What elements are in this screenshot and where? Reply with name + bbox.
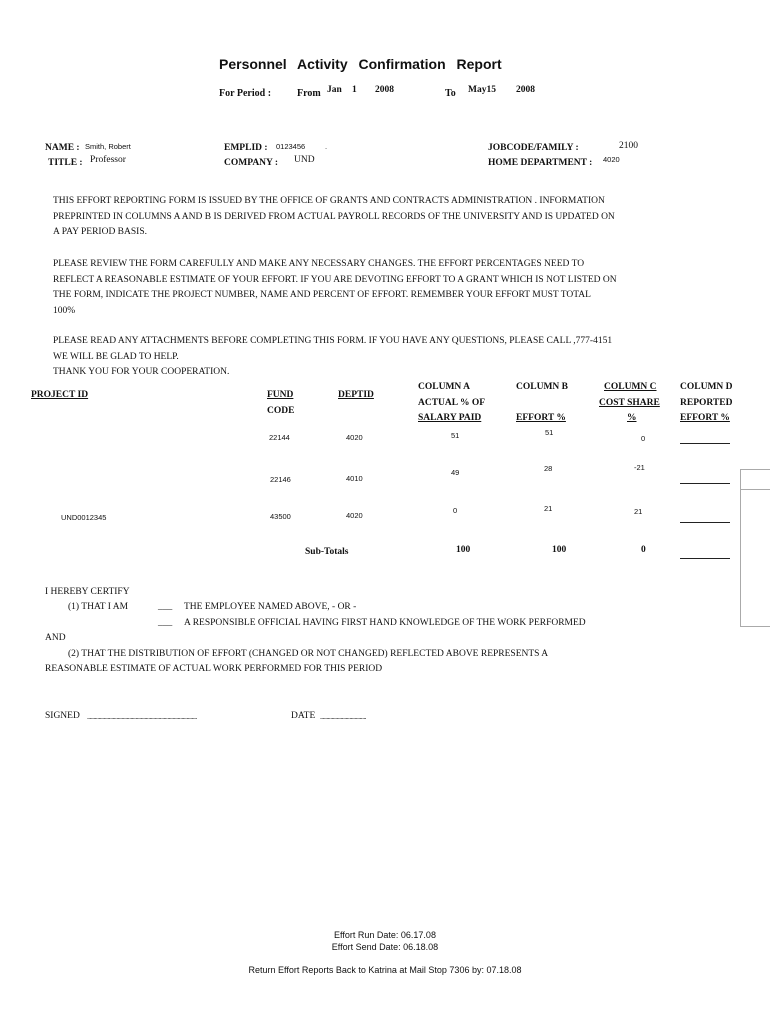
effort-run-date: Effort Run Date: 06.17.08	[334, 930, 436, 940]
side-frame	[740, 469, 770, 627]
company-label: COMPANY :	[224, 158, 279, 168]
header-col-b-1: COLUMN B	[516, 382, 568, 392]
row1-col-a: 51	[451, 431, 460, 440]
paragraph-line: PREPRINTED IN COLUMNS A AND B IS DERIVED FROM ACTUAL PAYROLL RECORDS OF THE UNIVERSITY AND IS UPDATED ON	[53, 211, 615, 222]
from-day: 1	[352, 85, 357, 95]
row3-fund: 43500	[270, 512, 291, 521]
paragraph-line: WE WILL BE GLAD TO HELP.	[53, 351, 179, 362]
company-value: UND	[294, 155, 315, 165]
row2-col-b: 28	[544, 464, 553, 473]
emplid-label: EMPLID :	[224, 143, 268, 153]
effort-send-date: Effort Send Date: 06.18.08	[331, 942, 439, 952]
side-frame-divider	[740, 489, 770, 490]
home-dept-value: 4020	[603, 155, 620, 164]
certify-that-i-am: (1) THAT I AM	[68, 602, 129, 612]
subtotals-label: Sub-Totals	[305, 547, 349, 557]
row2-dept: 4010	[346, 474, 363, 483]
row2-col-a: 49	[451, 468, 460, 477]
name-label: NAME :	[45, 143, 80, 153]
paragraph-line: 100%	[53, 305, 76, 316]
header-deptid: DEPTID	[338, 390, 374, 400]
paragraph-line: THIS EFFORT REPORTING FORM IS ISSUED BY THE OFFICE OF GRANTS AND CONTRACTS ADMINISTRATION . INFORMATION	[53, 196, 605, 206]
paragraph-line: THE FORM, INDICATE THE PROJECT NUMBER, NAME AND PERCENT OF EFFORT. REMEMBER YOUR EFFORT MUST TOTAL	[53, 290, 591, 300]
row2-fund: 22146	[270, 475, 291, 484]
signed-label: SIGNED	[45, 711, 80, 721]
row3-col-a: 0	[453, 506, 458, 515]
paragraph-line: REFLECT A REASONABLE ESTIMATE OF YOUR EFFORT. IF YOU ARE DEVOTING EFFORT TO A GRANT WHICH IS NOT LISTED ON	[53, 274, 617, 285]
paragraph-line: PLEASE REVIEW THE FORM CAREFULLY AND MAKE ANY NECESSARY CHANGES. THE EFFORT PERCENTAGES NEED TO	[53, 259, 585, 269]
emplid-dot: .	[325, 142, 328, 151]
paragraph-line: A PAY PERIOD BASIS.	[53, 227, 147, 237]
row3-project-id: UND0012345	[61, 513, 107, 522]
certify-distribution: (2) THAT THE DISTRIBUTION OF EFFORT (CHANGED OR NOT CHANGED) REFLECTED ABOVE REPRESENTS A	[68, 649, 549, 659]
row2-col-d-input[interactable]	[680, 473, 730, 484]
certify-and: AND	[45, 633, 66, 643]
from-label: From	[297, 88, 321, 99]
certify-reasonable: REASONABLE ESTIMATE OF ACTUAL WORK PERFORMED FOR THIS PERIOD	[45, 664, 383, 674]
info-paragraph-1	[53, 194, 615, 241]
certify-heading: I HEREBY CERTIFY	[45, 587, 130, 597]
return-instructions: Return Effort Reports Back to Katrina at Mail Stop 7306 by: 07.18.08	[248, 965, 522, 975]
header-col-a-1: COLUMN A	[418, 382, 470, 392]
to-label: To	[445, 88, 456, 99]
header-col-c-2: COST SHARE	[599, 398, 660, 408]
header-col-d-1: COLUMN D	[680, 382, 733, 392]
date-field[interactable]: ....................................	[320, 712, 366, 721]
jobcode-value: 2100	[619, 141, 638, 151]
jobcode-label: JOBCODE/FAMILY :	[488, 143, 579, 153]
subtotal-col-a: 100	[456, 545, 471, 555]
from-month: Jan	[327, 85, 342, 95]
option-employee-checkbox[interactable]: ___	[158, 602, 173, 612]
paragraph-line: PLEASE READ ANY ATTACHMENTS BEFORE COMPLETING THIS FORM. IF YOU HAVE ANY QUESTIONS, PLEASE CALL ,777-4151	[53, 336, 613, 346]
header-col-d-2: REPORTED	[680, 398, 733, 408]
row1-col-d-input[interactable]	[680, 433, 730, 444]
row3-col-b: 21	[544, 504, 553, 513]
date-label: DATE	[291, 711, 316, 721]
option-employee-label: THE EMPLOYEE NAMED ABOVE, - OR -	[184, 602, 357, 612]
for-period-label: For Period :	[219, 88, 272, 99]
home-dept-label: HOME DEPARTMENT :	[488, 158, 593, 168]
report-title: Personnel Activity Confirmation Report	[219, 56, 502, 72]
header-code: CODE	[267, 406, 295, 416]
paragraph-line: THANK YOU FOR YOUR COOPERATION.	[53, 367, 230, 377]
row1-dept: 4020	[346, 433, 363, 442]
info-paragraph-3	[53, 334, 612, 381]
header-col-c-3: %	[627, 413, 637, 423]
header-col-a-2: ACTUAL % OF	[418, 398, 486, 408]
from-year: 2008	[375, 85, 394, 95]
subtotal-col-d-input[interactable]	[680, 548, 730, 559]
row3-col-d-input[interactable]	[680, 512, 730, 523]
to-year: 2008	[516, 85, 535, 95]
subtotal-col-b: 100	[552, 545, 567, 555]
title-label: TITLE :	[48, 158, 83, 168]
row1-col-c: 0	[641, 434, 646, 443]
signature-field[interactable]: ......................................................................................	[87, 712, 197, 721]
header-col-d-3: EFFORT %	[680, 413, 730, 423]
row2-col-c: -21	[634, 463, 645, 472]
option-official-label: A RESPONSIBLE OFFICIAL HAVING FIRST HAND KNOWLEDGE OF THE WORK PERFORMED	[184, 618, 586, 628]
row3-dept: 4020	[346, 511, 363, 520]
to-month-day: May15	[468, 85, 496, 95]
row1-fund: 22144	[269, 433, 290, 442]
header-col-b-3: EFFORT %	[516, 413, 566, 423]
header-project-id: PROJECT ID	[31, 390, 89, 400]
name-value: Smith, Robert	[85, 142, 131, 151]
info-paragraph-2	[53, 257, 617, 319]
header-fund: FUND	[267, 390, 294, 400]
row3-col-c: 21	[634, 507, 643, 516]
header-col-c-1: COLUMN C	[604, 382, 657, 392]
subtotal-col-c: 0	[641, 545, 646, 555]
option-official-checkbox[interactable]: ___	[158, 618, 173, 628]
emplid-value: 0123456	[276, 142, 306, 151]
row1-col-b: 51	[545, 428, 554, 437]
header-col-a-3: SALARY PAID	[418, 413, 482, 423]
title-value: Professor	[90, 155, 126, 165]
